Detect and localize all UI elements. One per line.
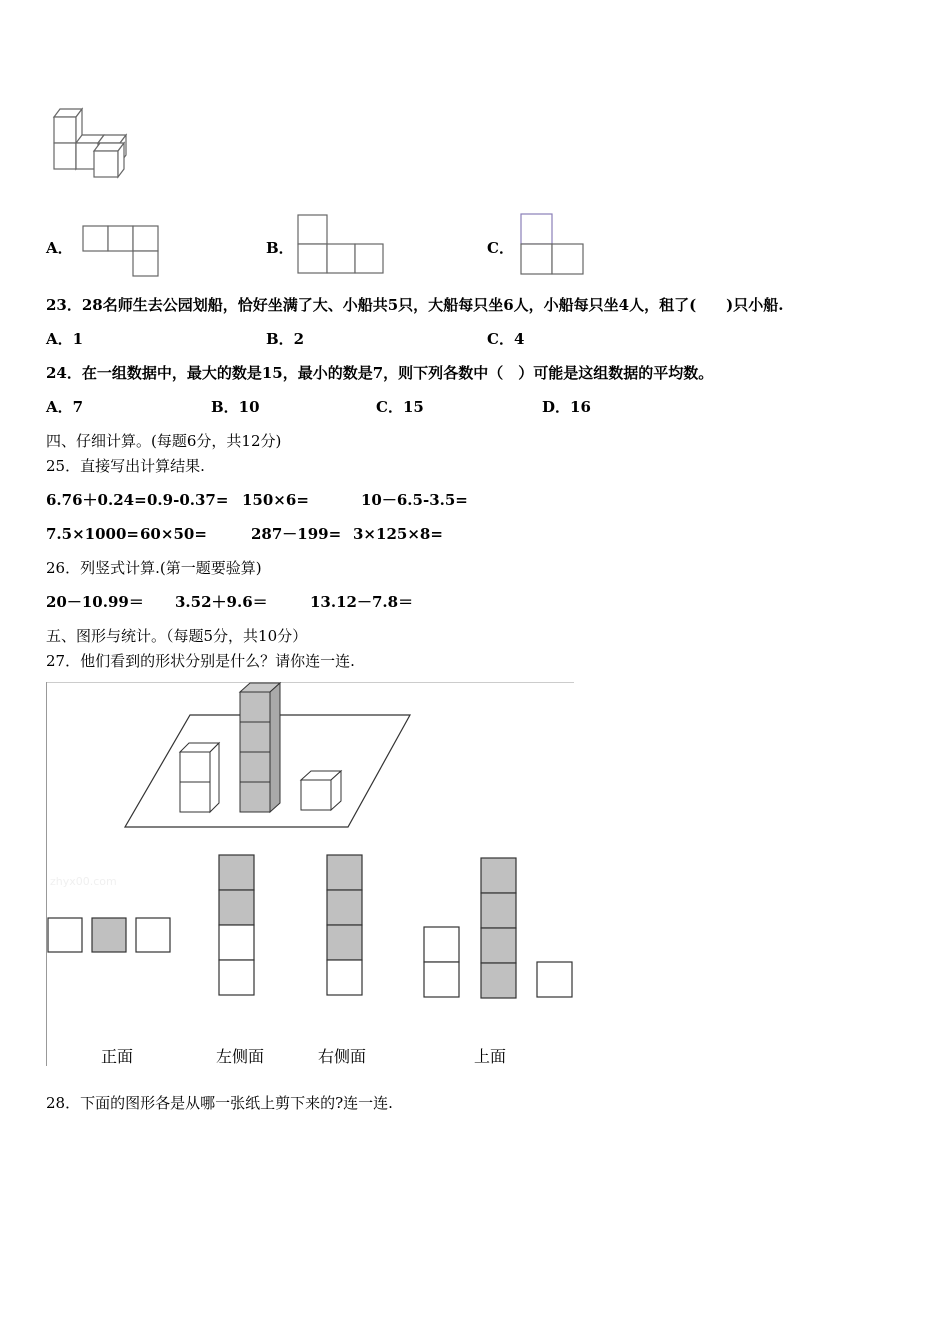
q25-item: 10－6.5-3.5= (361, 491, 468, 509)
q24-option-a[interactable]: A．7 (46, 398, 84, 416)
q27-watermark: zhyx00.com (50, 875, 117, 888)
q25-question: 25．直接写出计算结果. (46, 457, 205, 475)
q23-option-c[interactable]: C．4 (487, 330, 525, 348)
q25-item: 287－199= (251, 525, 342, 543)
q22-option-a-figure[interactable] (82, 225, 160, 279)
q26-item: 3.52＋9.6＝ (175, 593, 268, 611)
q27-tall-stack (240, 683, 280, 812)
q27-figure (46, 682, 574, 1066)
q22-option-c-label: C． (487, 239, 514, 257)
q22-option-c-figure[interactable] (520, 213, 586, 277)
q24-option-b[interactable]: B．10 (211, 398, 260, 416)
q24-question: 24．在一组数据中，最大的数是15，最小的数是7，则下列各数中（ ）可能是这组数据的平均数。 (46, 364, 714, 382)
q23-option-a[interactable]: A．1 (46, 330, 84, 348)
q22-option-b-figure[interactable] (297, 214, 387, 276)
q25-item: 6.76＋0.24= (46, 491, 147, 509)
q27-view-left (219, 855, 254, 995)
section4-title: 四、仔细计算。(每题6分，共12分) (46, 432, 282, 450)
q27-label-left[interactable]: 左侧面 (216, 1047, 265, 1066)
q26-item: 13.12－7.8＝ (310, 593, 414, 611)
q22-option-a-label: A． (46, 239, 73, 257)
section5-title: 五、图形与统计。（每题5分，共10分） (46, 627, 308, 645)
q27-view-top (424, 858, 572, 998)
q25-item: 3×125×8= (353, 525, 443, 543)
q25-item: 0.9-0.37= (147, 491, 229, 509)
q24-option-d[interactable]: D．16 (542, 398, 591, 416)
q22-block-figure (50, 105, 140, 183)
q27-single-cube (301, 771, 341, 810)
q26-item: 20－10.99＝ (46, 593, 144, 611)
q25-item: 150×6= (242, 491, 309, 509)
q27-view-right (327, 855, 362, 995)
q27-label-front[interactable]: 正面 (101, 1047, 134, 1066)
q25-item: 7.5×1000= (46, 525, 139, 543)
q23-question: 23．28名师生去公园划船，恰好坐满了大、小船共5只，大船每只坐6人，小船每只坐4人，租了( )只小船. (46, 296, 784, 314)
q24-option-c[interactable]: C．15 (376, 398, 424, 416)
q23-option-b[interactable]: B．2 (266, 330, 305, 348)
q26-question: 26．列竖式计算.(第一题要验算) (46, 559, 262, 577)
q28-question: 28．下面的图形各是从哪一张纸上剪下来的?连一连. (46, 1094, 393, 1112)
q25-item: 60×50= (140, 525, 207, 543)
q22-option-b-label: B． (266, 239, 294, 257)
q27-label-right[interactable]: 右侧面 (318, 1047, 367, 1066)
q27-question: 27．他们看到的形状分别是什么？请你连一连. (46, 652, 355, 670)
q27-label-top[interactable]: 上面 (474, 1047, 507, 1066)
q27-left-stack (180, 743, 219, 812)
q27-view-front (48, 918, 170, 952)
